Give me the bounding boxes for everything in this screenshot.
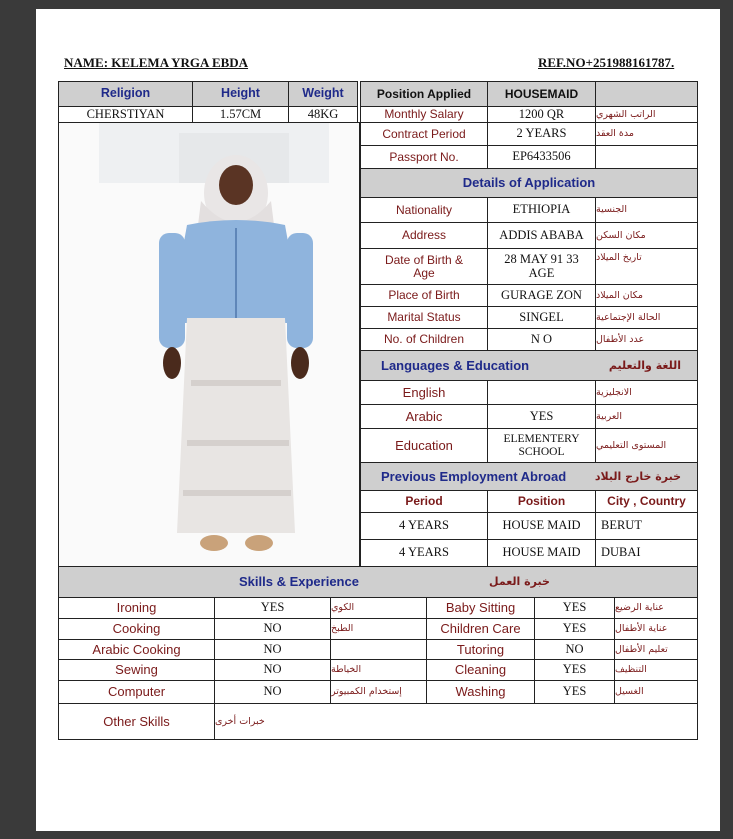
candidate-photo <box>58 122 360 567</box>
place-of-birth-arabic: مكان الميلاد <box>595 284 698 307</box>
position-applied-blank <box>595 81 698 107</box>
skill-sewing-label: Sewing <box>58 659 215 681</box>
skill-computer-label: Computer <box>58 680 215 704</box>
skill-sewing-value: NO <box>214 659 331 681</box>
details-section-title: Details of Application <box>360 168 698 198</box>
other-skills-arabic: خبرات أخرى <box>214 703 698 740</box>
employment-city-header: City , Country <box>595 490 698 513</box>
skills-section-title <box>58 566 698 598</box>
nationality-value: ETHIOPIA <box>487 197 596 223</box>
skill-arabic-cooking-label: Arabic Cooking <box>58 639 215 660</box>
place-of-birth-value: GURAGE ZON <box>487 284 596 307</box>
skill-tutoring-value: NO <box>534 639 615 660</box>
position-applied-value: HOUSEMAID <box>487 81 596 107</box>
dob-age-value: 28 MAY 91 33 AGE <box>487 248 596 285</box>
passport-label: Passport No. <box>360 145 488 169</box>
monthly-salary-value: 1200 QR <box>487 106 596 123</box>
skill-washing-label: Washing <box>426 680 535 704</box>
marital-status-label: Marital Status <box>360 306 488 329</box>
skill-children-care-label: Children Care <box>426 618 535 640</box>
marital-status-arabic: الحالة الإجتماعية <box>595 306 698 329</box>
candidate-name: NAME: KELEMA YRGA EBDA <box>64 55 249 70</box>
skill-tutoring-label: Tutoring <box>426 639 535 660</box>
arabic-arabic: العربية <box>595 404 698 429</box>
employment-title-text: Previous Employment Abroad <box>381 468 567 484</box>
skill-cleaning-value: YES <box>534 659 615 681</box>
skill-tutoring-arabic: تعليم الأطفال <box>614 639 698 660</box>
nationality-arabic: الجنسية <box>595 197 698 223</box>
languages-title-text: Languages & Education <box>381 357 530 373</box>
nationality-label: Nationality <box>360 197 488 223</box>
address-arabic: مكان السكن <box>595 222 698 249</box>
skill-computer-arabic: إستخدام الكمبيوتر <box>330 680 427 704</box>
employment-row-2-position: HOUSE MAID <box>487 539 596 567</box>
employment-title-arabic: خبرة خارج البلاد <box>594 469 681 483</box>
skill-children-care-value: YES <box>534 618 615 640</box>
children-value: N O <box>487 328 596 351</box>
languages-section-title <box>360 350 698 381</box>
employment-position-header: Position <box>487 490 596 513</box>
passport-blank <box>595 145 698 169</box>
arabic-value: YES <box>487 404 596 429</box>
skill-washing-arabic: الغسيل <box>614 680 698 704</box>
employment-row-1-position: HOUSE MAID <box>487 512 596 540</box>
education-label: Education <box>360 428 488 463</box>
religion-header: Religion <box>58 81 193 107</box>
skill-washing-value: YES <box>534 680 615 704</box>
address-label: Address <box>360 222 488 249</box>
skill-cleaning-label: Cleaning <box>426 659 535 681</box>
dob-age-label: Date of Birth & Age <box>360 248 488 285</box>
employment-row-2-period: 4 YEARS <box>360 539 488 567</box>
children-label: No. of Children <box>360 328 488 351</box>
skill-ironing-value: YES <box>214 597 331 619</box>
skill-baby-sitting-label: Baby Sitting <box>426 597 535 619</box>
contract-period-arabic: مدة العقد <box>595 122 698 146</box>
marital-status-value: SINGEL <box>487 306 596 329</box>
weight-header: Weight <box>288 81 358 107</box>
employment-section-title <box>360 462 698 491</box>
reference-number: REF.NO+251988161787. <box>538 55 675 70</box>
height-value: 1.57CM <box>192 106 289 123</box>
employment-period-header: Period <box>360 490 488 513</box>
skill-baby-sitting-arabic: عناية الرضيع <box>614 597 698 619</box>
skill-cooking-label: Cooking <box>58 618 215 640</box>
employment-row-1-city: BERUT <box>595 512 698 540</box>
contract-period-label: Contract Period <box>360 122 488 146</box>
place-of-birth-label: Place of Birth <box>360 284 488 307</box>
skill-baby-sitting-value: YES <box>534 597 615 619</box>
passport-value: EP6433506 <box>487 145 596 169</box>
skills-title-arabic: خبرة العمل <box>489 575 550 589</box>
dob-arabic: تاريخ الميلاد <box>595 248 698 285</box>
children-arabic: عدد الأطفال <box>595 328 698 351</box>
english-label: English <box>360 380 488 405</box>
employment-row-2-city: DUBAI <box>595 539 698 567</box>
monthly-salary-label: Monthly Salary <box>360 106 488 123</box>
address-value: ADDIS ABABA <box>487 222 596 249</box>
skill-computer-value: NO <box>214 680 331 704</box>
skill-cooking-value: NO <box>214 618 331 640</box>
weight-value: 48KG <box>288 106 358 123</box>
religion-value: CHERSTIYAN <box>58 106 193 123</box>
skill-children-care-arabic: عناية الأطفال <box>614 618 698 640</box>
skill-cooking-arabic: الطبخ <box>330 618 427 640</box>
skill-arabic-cooking-value: NO <box>214 639 331 660</box>
contract-period-value: 2 YEARS <box>487 122 596 146</box>
skills-title-text: Skills & Experience <box>239 574 359 590</box>
monthly-salary-arabic: الراتب الشهري <box>595 106 698 123</box>
candidate-photo-illustration <box>59 123 360 567</box>
height-header: Height <box>192 81 289 107</box>
english-arabic: الانجليزية <box>595 380 698 405</box>
cv-page <box>36 9 720 831</box>
other-skills-label: Other Skills <box>58 703 215 740</box>
position-applied-label: Position Applied <box>360 81 488 107</box>
education-value: ELEMENTERY SCHOOL <box>487 428 596 463</box>
education-arabic: المستوى التعليمي <box>595 428 698 463</box>
skill-arabic-cooking-arabic <box>330 639 427 660</box>
languages-title-arabic: اللغة والتعليم <box>608 358 681 372</box>
skill-ironing-arabic: الكوي <box>330 597 427 619</box>
skill-cleaning-arabic: التنظيف <box>614 659 698 681</box>
arabic-label: Arabic <box>360 404 488 429</box>
employment-row-1-period: 4 YEARS <box>360 512 488 540</box>
english-value <box>487 380 596 405</box>
skill-ironing-label: Ironing <box>58 597 215 619</box>
skill-sewing-arabic: الخياطة <box>330 659 427 681</box>
